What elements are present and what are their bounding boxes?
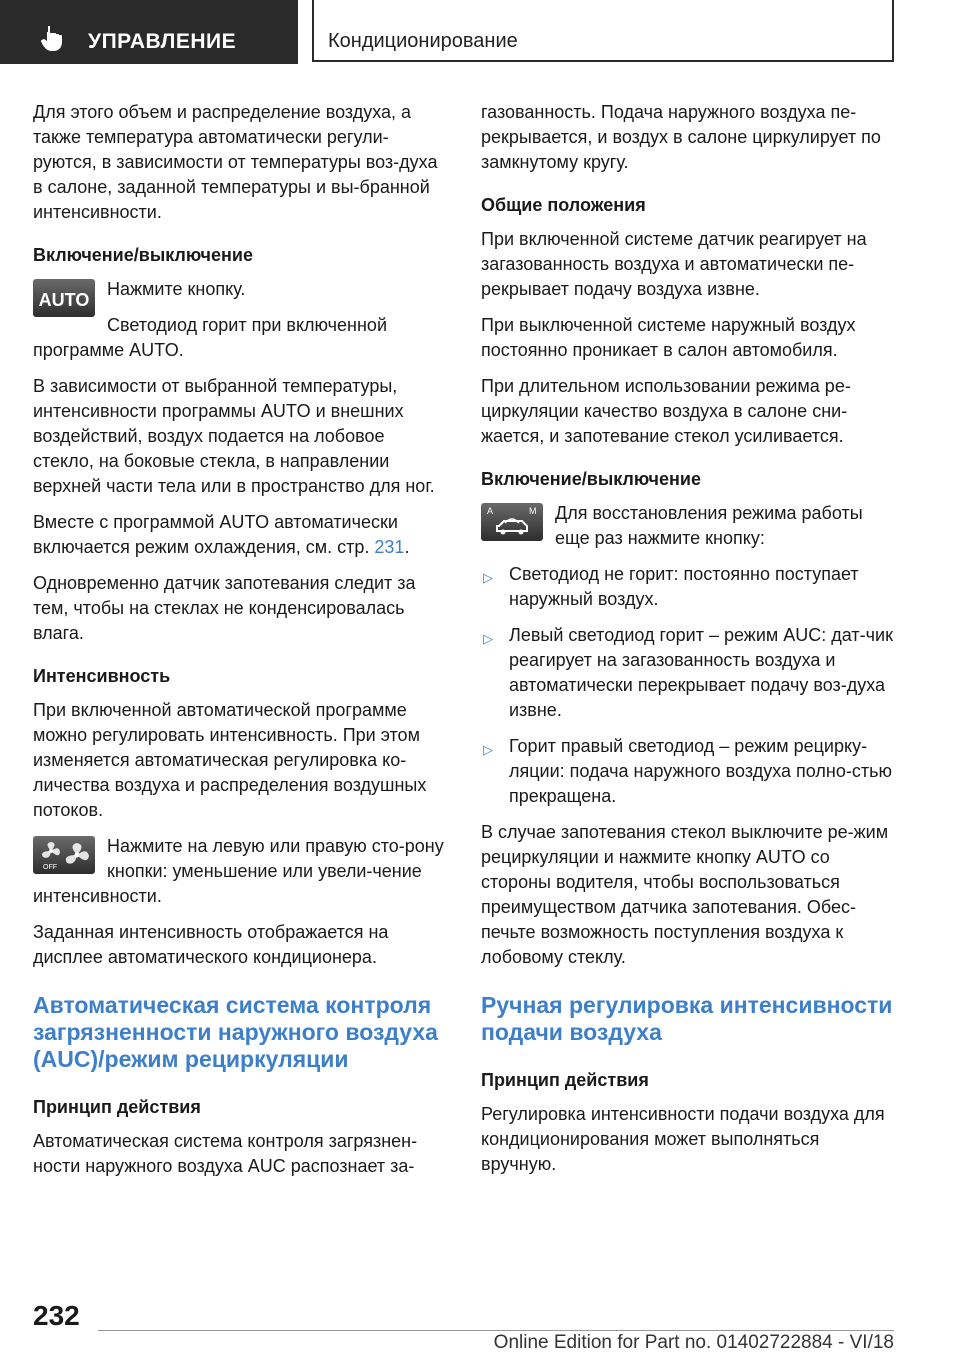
paragraph: газованность. Подача наружного воздуха пе-рекрывается, и воздух в салоне циркулирует по замкнутому кругу. [481,102,881,172]
paragraph: Автоматическая система контроля загрязнен-ности наружного воздуха AUC распознает за- [33,1131,418,1176]
auto-button-icon: AUTO [33,279,95,317]
list-item: ▷ Горит правый светодиод – режим рецирку-ляции: подача наружного воздуха полно-стью прекращена. [483,736,892,806]
page-reference-link[interactable]: 231 [374,537,405,557]
chapter-title-box [312,0,894,62]
chapter-title: Кондиционирование [328,30,518,52]
paragraph: При включенной автоматической программе можно регулировать интенсивность. При этом изменяется автоматическая регулировка ко-личества воздуха и распределения воздушных потоков. [33,700,427,820]
paragraph: Регулировка интенсивности подачи воздуха для кондиционирования может выполняться вручную. [481,1104,885,1174]
subheading-on-off: Включение/выключение [33,245,253,265]
subheading-intensity: Интенсивность [33,666,171,686]
triangle-bullet-icon: ▷ [483,742,493,757]
section-heading-manual: Ручная регулировка интенсивности подачи воздуха [481,992,893,1045]
triangle-bullet-icon: ▷ [483,570,493,585]
hand-pointer-icon [40,24,68,52]
fan-intensity-button-icon [33,836,95,874]
paragraph: Нажмите кнопку. [107,279,246,299]
right-column [481,100,895,1188]
paragraph: При включенной системе датчик реагирует на загазованность воздуха и автоматически пе-рекрывает подачу воздуха извне. [481,229,867,299]
paragraph: При выключенной системе наружный воздух постоянно проникает в салон автомобиля. [481,315,856,360]
list-item: ▷ Светодиод не горит: постоянно поступает наружный воздух. [483,564,859,609]
paragraph: Вместе с программой AUTO автоматически включается режим охлаждения, см. стр. 231. [33,512,410,557]
paragraph: При длительном использовании режима ре-циркуляции качество воздуха в салоне сни-жается, и запотевание стекол усиливается. [481,376,851,446]
paragraph: Одновременно датчик запотевания следит за тем, чтобы на стеклах не конденсировалась влага. [33,573,416,643]
subheading-principle: Принцип действия [33,1097,201,1117]
page-number: 232 [33,1300,80,1331]
subheading-principle: Принцип действия [481,1070,649,1090]
fan-icon [33,836,95,874]
paragraph: В случае запотевания стекол выключите ре-жим рециркуляции и нажмите кнопку AUTO со стороны водителя, чтобы воспользоваться преимуществом датчика запотевания. Обес-печьте возможность поступления воздуха к лобовому стеклу. [481,822,889,967]
paragraph: Для этого объем и распределение воздуха, а также температура автоматически регули-руются, в зависимости от температуры воз-духа в салоне, заданной температуры и вы-бранной интенсивности. [33,102,438,222]
triangle-bullet-icon: ▷ [483,631,493,646]
list-item: ▷ Левый светодиод горит – режим AUC: дат-чик реагирует на загазованность воздуха и автоматически перекрывает подачу воз-духа извне. [483,625,893,720]
subheading-on-off: Включение/выключение [481,469,701,489]
section-heading-auc: Автоматическая система контроля загрязненности наружного воздуха (AUC)/режим рециркуляции [33,992,438,1072]
section-label: УПРАВЛЕНИЕ [88,30,237,53]
paragraph: Светодиод горит при включенной программе AUTO. [33,315,387,360]
svg-text:A: A [487,506,494,516]
recirculation-button-icon [481,503,543,541]
paragraph: Нажмите на левую или правую сто-рону кнопки: уменьшение или увели-чение интенсивности. [33,836,444,906]
paragraph: Для восстановления режима работы еще раз нажмите кнопку: [555,503,863,548]
led-status-list [481,562,895,809]
left-column [33,100,447,1190]
recirculation-button-instruction [481,501,895,551]
section-tab [0,0,298,64]
edition-footer: Online Edition for Part no. 01402722884 - VI/18 [493,1332,894,1353]
recirculation-car-icon [481,503,543,541]
subheading-general: Общие положения [481,195,646,215]
footer-divider [98,1330,894,1331]
auto-button-instruction [33,277,447,363]
paragraph: В зависимости от выбранной температуры, интенсивности программы AUTO и внешних воздействий, воздух подается на лобовое стекло, на боковые стекла, в направлении верхней части тела или в пространство для ног. [33,376,435,496]
svg-text:M: M [529,506,537,516]
svg-text:OFF: OFF [43,864,57,871]
fan-button-instruction [33,834,447,909]
paragraph: Заданная интенсивность отображается на дисплее автоматического кондиционера. [33,922,389,967]
